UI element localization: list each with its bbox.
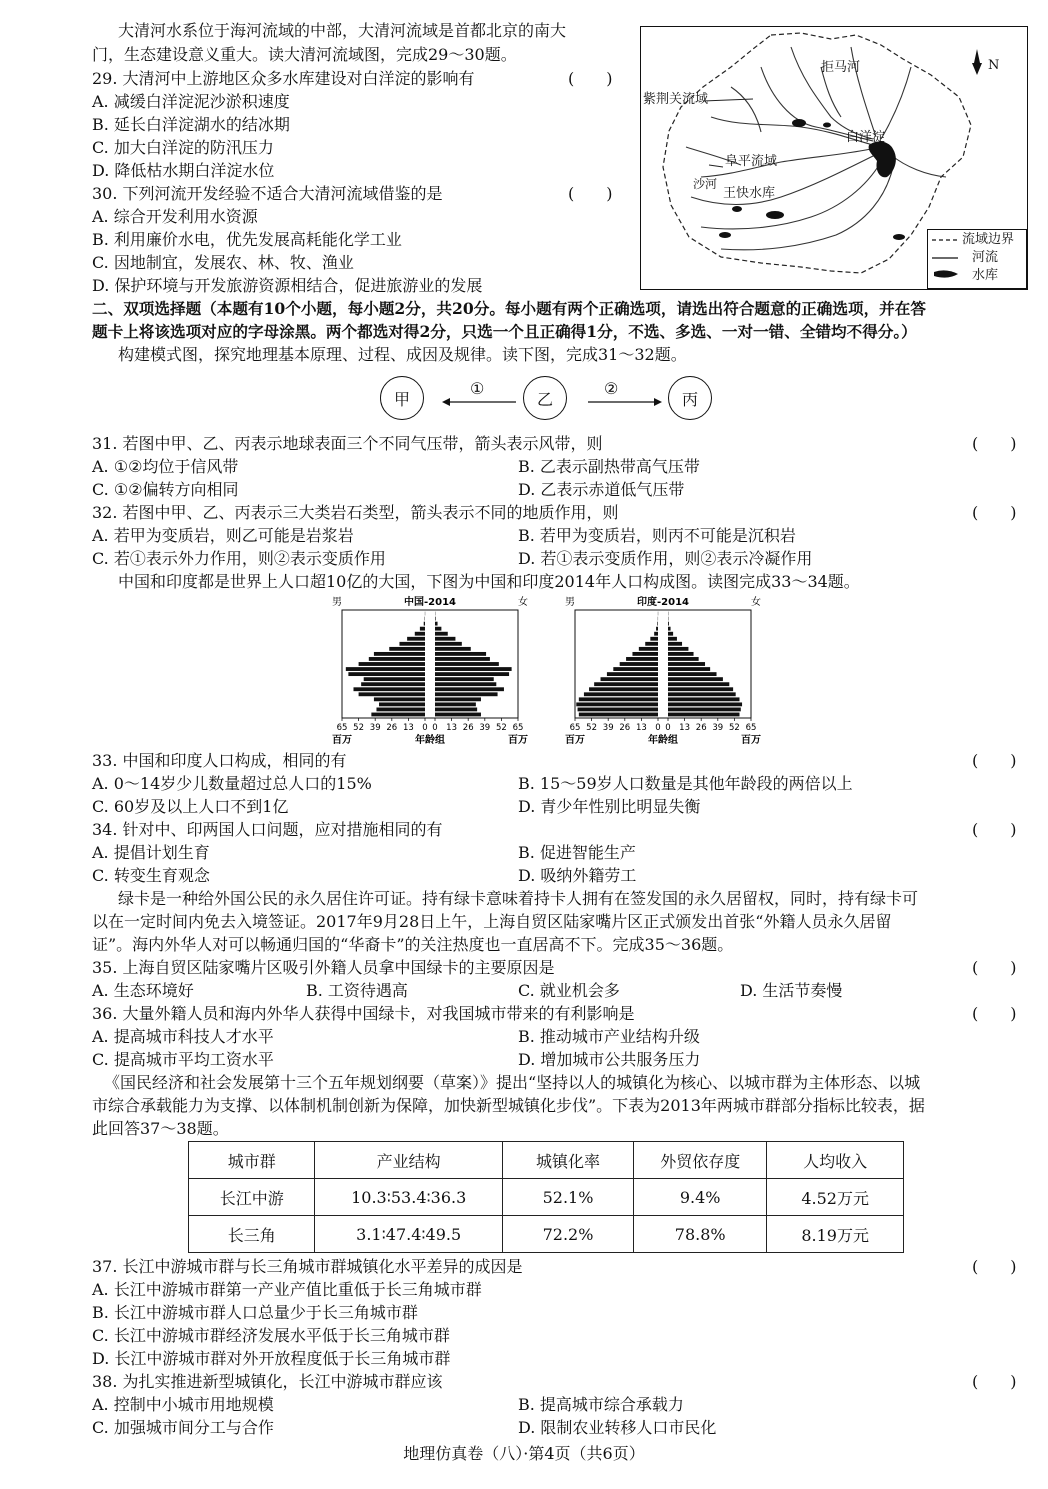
bar-male bbox=[361, 682, 425, 686]
option[interactable]: C. 若①表示外力作用，则②表示变质作用 bbox=[92, 549, 386, 568]
pyramid-china bbox=[330, 594, 530, 746]
bar-female bbox=[435, 713, 481, 717]
intro-line: 大清河水系位于海河流域的中部，大清河流域是首都北京的南大 bbox=[118, 21, 567, 40]
question-stem: 31. 若图中甲、乙、丙表示地球表面三个不同气压带，箭头表示风带，则 bbox=[92, 434, 603, 453]
option[interactable]: C. 转变生育观念 bbox=[92, 866, 210, 885]
female-label: 女 bbox=[751, 597, 761, 608]
bar-male bbox=[657, 622, 658, 626]
bar-female bbox=[435, 627, 441, 631]
bar-male bbox=[579, 697, 658, 701]
option[interactable]: A. 减缓白洋淀泥沙淤积速度 bbox=[92, 92, 290, 111]
map-label-fuping: 阜平流域 bbox=[725, 154, 778, 169]
option[interactable]: B. 长江中游城市群人口总量少于长三角城市群 bbox=[92, 1303, 418, 1322]
bar-female bbox=[435, 632, 448, 636]
table-cell: 10.3∶53.4∶36.3 bbox=[315, 1179, 502, 1216]
intro-line: 《国民经济和社会发展第十三个五年规划纲要（草案）》提出“坚持以人的城镇化为核心、以城市群为主体形态、以城 bbox=[104, 1073, 921, 1092]
option[interactable]: A. 提倡计划生育 bbox=[92, 843, 210, 862]
bar-male bbox=[579, 713, 658, 717]
map-label-shahe: 沙河 bbox=[693, 177, 718, 191]
page-footer: 地理仿真卷（八）·第4页（共6页） bbox=[403, 1444, 645, 1463]
table-header: 城市群 bbox=[189, 1142, 315, 1179]
option[interactable]: B. 推动城市产业结构升级 bbox=[518, 1027, 700, 1046]
option[interactable]: A. 综合开发利用水资源 bbox=[92, 207, 258, 226]
table-cell: 78.8% bbox=[634, 1216, 767, 1253]
bar-female bbox=[668, 627, 671, 631]
section-heading: 二、双项选择题（本题有10个小题，每小题2分，共20分。每小题有两个正确选项，请选出符合题意的正确选项，并在答 bbox=[92, 299, 926, 318]
tick-label: 13 bbox=[402, 723, 414, 733]
map-label-baiyang: 白洋淀 bbox=[846, 130, 886, 145]
table-cell: 8.19万元 bbox=[767, 1216, 904, 1253]
bar-female bbox=[668, 708, 741, 712]
option[interactable]: B. 延长白洋淀湖水的结冰期 bbox=[92, 115, 290, 134]
bar-male bbox=[407, 637, 425, 641]
option[interactable]: D. 增加城市公共服务压力 bbox=[518, 1050, 701, 1069]
option[interactable]: D. 降低枯水期白洋淀水位 bbox=[92, 161, 275, 180]
bar-female bbox=[435, 682, 496, 686]
pyramid-frame bbox=[575, 610, 751, 718]
bar-female bbox=[668, 702, 742, 706]
tick-label: 13 bbox=[679, 723, 691, 733]
tick-label: 52 bbox=[586, 723, 598, 733]
question-stem: 29. 大清河中上游地区众多水库建设对白洋淀的影响有 bbox=[92, 69, 475, 88]
bar-female bbox=[435, 677, 494, 681]
bar-male bbox=[613, 667, 658, 671]
answer-paren[interactable]: ( ) bbox=[972, 434, 1017, 453]
table-header: 产业结构 bbox=[315, 1142, 502, 1179]
bar-female bbox=[668, 672, 717, 676]
tick-label: 13 bbox=[635, 723, 647, 733]
table-cell: 3.1∶47.4∶49.5 bbox=[315, 1216, 502, 1253]
table-header: 城镇化率 bbox=[502, 1142, 633, 1179]
arrow-label-1: ① bbox=[470, 379, 485, 398]
option[interactable]: C. 长江中游城市群经济发展水平低于长三角城市群 bbox=[92, 1326, 450, 1345]
tick-label: 65 bbox=[745, 723, 757, 733]
bar-female bbox=[668, 622, 669, 626]
tick-label: 65 bbox=[569, 723, 581, 733]
option[interactable]: C. ①②偏转方向相同 bbox=[92, 480, 239, 499]
option[interactable]: A. 若甲为变质岩，则乙可能是岩浆岩 bbox=[92, 526, 354, 545]
option[interactable]: B. 利用廉价水电，优先发展高耗能化学工业 bbox=[92, 230, 402, 249]
answer-paren[interactable]: ( ) bbox=[972, 1004, 1017, 1023]
option[interactable]: D. 乙表示赤道低气压带 bbox=[518, 480, 685, 499]
tick-label: 0 bbox=[665, 723, 671, 733]
bar-female bbox=[668, 652, 694, 656]
bar-male bbox=[656, 627, 658, 631]
bar-male bbox=[371, 713, 425, 717]
unit-right: 百万 bbox=[741, 735, 761, 746]
tick-label: 52 bbox=[353, 723, 365, 733]
bar-male bbox=[639, 647, 658, 651]
bar-female bbox=[435, 702, 476, 706]
tick-label: 39 bbox=[479, 723, 491, 733]
question-stem: 33. 中国和印度人口构成，相同的有 bbox=[92, 751, 347, 770]
intro-line: 中国和印度都是世界上人口超10亿的大国，下图为中国和印度2014年人口构成图。读图完成33～34题。 bbox=[118, 572, 860, 591]
option[interactable]: A. 0～14岁少儿数量超过总人口的15% bbox=[92, 774, 372, 793]
bar-female bbox=[668, 713, 740, 717]
arrow-label-2: ② bbox=[604, 379, 619, 398]
pyramid-title: 中国-2014 bbox=[404, 597, 456, 608]
bar-male bbox=[645, 642, 658, 646]
option[interactable]: C. 提高城市平均工资水平 bbox=[92, 1050, 274, 1069]
option[interactable]: C. 加大白洋淀的防汛压力 bbox=[92, 138, 274, 157]
tick-label: 52 bbox=[728, 723, 740, 733]
bar-female bbox=[668, 697, 740, 701]
x-axis-label: 年龄组 bbox=[415, 735, 445, 746]
option[interactable]: A. 生态环境好 bbox=[92, 981, 194, 1000]
option[interactable]: B. 工资待遇高 bbox=[306, 981, 408, 1000]
male-label: 男 bbox=[565, 597, 575, 608]
arrow-left-icon bbox=[442, 398, 450, 406]
node-jia bbox=[380, 376, 424, 420]
tick-label: 26 bbox=[462, 723, 474, 733]
bar-female bbox=[435, 708, 477, 712]
bar-female bbox=[435, 687, 504, 691]
bar-male bbox=[594, 682, 658, 686]
tick-label: 0 bbox=[655, 723, 661, 733]
option[interactable]: B. 提高城市综合承载力 bbox=[518, 1395, 684, 1414]
legend-river: 河流 bbox=[972, 250, 999, 265]
answer-paren[interactable]: ( ) bbox=[972, 503, 1017, 522]
bar-female bbox=[435, 692, 498, 696]
intro-line: 构建模式图，探究地理基本原理、过程、成因及规律。读下图，完成31～32题。 bbox=[118, 345, 687, 364]
option[interactable]: D. 限制农业转移人口市民化 bbox=[518, 1418, 717, 1437]
bar-female bbox=[435, 667, 512, 671]
question-stem: 38. 为扎实推进新型城镇化，长江中游城市群应该 bbox=[92, 1372, 443, 1391]
intro-line: 以在一定时间内免去入境签证。2017年9月28日上午，上海自贸区陆家嘴片区正式颁发出首张“外籍人员永久居留 bbox=[92, 912, 892, 931]
bar-female bbox=[668, 657, 699, 661]
tick-label: 39 bbox=[602, 723, 614, 733]
bar-male bbox=[374, 652, 425, 656]
option[interactable]: D. 吸纳外籍劳工 bbox=[518, 866, 637, 885]
option[interactable]: B. 若甲为变质岩，则丙不可能是沉积岩 bbox=[518, 526, 796, 545]
bar-female bbox=[668, 632, 673, 636]
map-label-juma: 拒马河 bbox=[821, 60, 861, 75]
answer-paren[interactable]: ( ) bbox=[972, 1372, 1017, 1391]
female-label: 女 bbox=[518, 597, 528, 608]
bar-female bbox=[435, 697, 481, 701]
north-label: N bbox=[988, 58, 1000, 73]
bar-male bbox=[620, 662, 658, 666]
tick-label: 26 bbox=[695, 723, 707, 733]
answer-paren[interactable]: ( ) bbox=[972, 820, 1017, 839]
bar-female bbox=[668, 647, 688, 651]
tick-label: 0 bbox=[432, 723, 438, 733]
answer-paren[interactable]: ( ) bbox=[568, 184, 613, 203]
answer-paren[interactable]: ( ) bbox=[972, 1257, 1017, 1276]
bar-female bbox=[668, 682, 729, 686]
tick-label: 26 bbox=[386, 723, 398, 733]
bar-male bbox=[389, 647, 425, 651]
option[interactable]: B. 促进智能生产 bbox=[518, 843, 636, 862]
x-axis-label: 年龄组 bbox=[648, 735, 678, 746]
bar-female bbox=[435, 622, 438, 626]
option[interactable]: C. 加强城市间分工与合作 bbox=[92, 1418, 274, 1437]
table-header-row bbox=[189, 1142, 904, 1179]
intro-line: 门，生态建设意义重大。读大清河流域图，完成29～30题。 bbox=[92, 45, 517, 64]
bar-male bbox=[607, 672, 658, 676]
unit-right: 百万 bbox=[508, 735, 528, 746]
option[interactable]: A. 提高城市科技人才水平 bbox=[92, 1027, 274, 1046]
tick-label: 0 bbox=[422, 723, 428, 733]
tick-label: 65 bbox=[336, 723, 348, 733]
answer-paren[interactable]: ( ) bbox=[568, 69, 613, 88]
bar-female bbox=[435, 662, 499, 666]
bar-male bbox=[359, 662, 425, 666]
bar-male bbox=[654, 632, 658, 636]
intro-line: 绿卡是一种给外国公民的永久居住许可证。持有绿卡意味着持卡人拥有在签发国的永久居留权，同时，持有绿卡可 bbox=[118, 889, 919, 908]
table-cell: 长三角 bbox=[189, 1216, 315, 1253]
table-cell: 72.2% bbox=[502, 1216, 633, 1253]
north-arrow-icon bbox=[972, 49, 982, 75]
bar-female bbox=[435, 672, 509, 676]
bar-male bbox=[576, 702, 658, 706]
bar-male bbox=[589, 687, 658, 691]
question-stem: 37. 长江中游城市群与长三角城市群城镇化水平差异的成因是 bbox=[92, 1257, 523, 1276]
table-cell: 9.4% bbox=[634, 1179, 767, 1216]
table-cell: 长江中游 bbox=[189, 1179, 315, 1216]
bar-male bbox=[584, 692, 658, 696]
question-stem: 35. 上海自贸区陆家嘴片区吸引外籍人员拿中国绿卡的主要原因是 bbox=[92, 958, 555, 977]
bar-male bbox=[601, 677, 658, 681]
pyramid-india bbox=[563, 594, 763, 746]
bar-female bbox=[435, 657, 490, 661]
table-header: 外贸依存度 bbox=[634, 1142, 767, 1179]
question-stem: 32. 若图中甲、乙、丙表示三大类岩石类型，箭头表示不同的地质作用，则 bbox=[92, 503, 619, 522]
tick-label: 13 bbox=[446, 723, 458, 733]
bar-male bbox=[364, 677, 425, 681]
bar-male bbox=[359, 692, 425, 696]
answer-paren[interactable]: ( ) bbox=[972, 958, 1017, 977]
option[interactable]: A. ①②均位于信风带 bbox=[92, 457, 239, 476]
unit-left: 百万 bbox=[332, 735, 352, 746]
bar-male bbox=[626, 657, 658, 661]
question-stem: 30. 下列河流开发经验不适合大清河流域借鉴的是 bbox=[92, 184, 443, 203]
node-label: 甲 bbox=[393, 389, 410, 409]
bar-male bbox=[578, 708, 658, 712]
table-cell: 52.1% bbox=[502, 1179, 633, 1216]
bar-male bbox=[348, 672, 425, 676]
map-legend bbox=[927, 229, 1027, 289]
option[interactable]: B. 乙表示副热带高气压带 bbox=[518, 457, 700, 476]
table-row bbox=[189, 1216, 904, 1253]
legend-reservoir: 水库 bbox=[972, 268, 999, 283]
bar-female bbox=[668, 687, 733, 691]
indicator-table bbox=[188, 1141, 904, 1253]
table-cell: 4.52万元 bbox=[767, 1179, 904, 1216]
answer-paren[interactable]: ( ) bbox=[972, 751, 1017, 770]
daqinghe-basin-map bbox=[640, 26, 1028, 290]
bar-female bbox=[668, 642, 682, 646]
option[interactable]: A. 控制中小城市用地规模 bbox=[92, 1395, 274, 1414]
bar-male bbox=[374, 697, 425, 701]
intro-line: 证”。海内外华人对可以畅通归国的“华裔卡”的关注热度也一直居高不下。完成35～36题。 bbox=[92, 935, 734, 954]
legend-reservoir-icon bbox=[934, 270, 958, 277]
option[interactable]: C. 60岁及以上人口不到1亿 bbox=[92, 797, 289, 816]
bar-male bbox=[346, 667, 425, 671]
tick-label: 39 bbox=[369, 723, 381, 733]
table-row bbox=[189, 1179, 904, 1216]
bar-male bbox=[420, 627, 425, 631]
bar-female bbox=[668, 692, 736, 696]
bar-female bbox=[435, 647, 471, 651]
bar-male bbox=[369, 657, 425, 661]
option[interactable]: B. 15～59岁人口数量是其他年龄段的两倍以上 bbox=[518, 774, 853, 793]
section-heading: 题卡上将该选项对应的字母涂黑。两个都选对得2分，只选一个且正确得1分，不选、多选、一对一错、全错均不得分。） bbox=[92, 322, 917, 341]
bar-female bbox=[668, 667, 710, 671]
tick-label: 52 bbox=[495, 723, 507, 733]
table-header: 人均收入 bbox=[767, 1142, 904, 1179]
male-label: 男 bbox=[332, 597, 342, 608]
option[interactable]: D. 长江中游城市群对外开放程度低于长三角城市群 bbox=[92, 1349, 451, 1368]
bar-female bbox=[435, 652, 486, 656]
tick-label: 26 bbox=[619, 723, 631, 733]
bar-female bbox=[668, 662, 705, 666]
bar-female bbox=[435, 642, 462, 646]
option[interactable]: C. 就业机会多 bbox=[518, 981, 620, 1000]
pyramid-title: 印度-2014 bbox=[637, 597, 689, 608]
bar-male bbox=[353, 687, 425, 691]
option[interactable]: D. 青少年性别比明显失衡 bbox=[518, 797, 701, 816]
option[interactable]: D. 生活节奏慢 bbox=[740, 981, 843, 1000]
tick-label: 65 bbox=[512, 723, 524, 733]
bar-female bbox=[435, 637, 455, 641]
option[interactable]: A. 长江中游城市群第一产业产值比重低于长三角城市群 bbox=[92, 1280, 482, 1299]
node-bing bbox=[668, 376, 712, 420]
legend-boundary: 流域边界 bbox=[962, 232, 1015, 247]
intro-line: 市综合承载能力为支撑、以体制机制创新为保障，加快新型城镇化步伐”。下表为2013年两城市群部分指标比较表，据 bbox=[92, 1096, 925, 1115]
bar-male bbox=[650, 637, 658, 641]
bar-female bbox=[435, 617, 436, 621]
map-label-wangkuai: 王快水库 bbox=[723, 186, 776, 201]
bar-female bbox=[668, 677, 723, 681]
map-label-zijing: 紫荆关流域 bbox=[643, 92, 709, 107]
question-stem: 34. 针对中、印两国人口问题，应对措施相同的有 bbox=[92, 820, 443, 839]
node-label: 丙 bbox=[681, 389, 698, 409]
option[interactable]: D. 保护环境与开发旅游资源相结合，促进旅游业的发展 bbox=[92, 276, 483, 295]
bar-male bbox=[379, 702, 425, 706]
bar-male bbox=[399, 642, 425, 646]
bar-male bbox=[415, 632, 425, 636]
unit-left: 百万 bbox=[565, 735, 585, 746]
arrow-right-icon bbox=[654, 398, 662, 406]
bar-male bbox=[376, 708, 425, 712]
option[interactable]: D. 若①表示变质作用，则②表示冷凝作用 bbox=[518, 549, 813, 568]
intro-line: 此回答37～38题。 bbox=[92, 1119, 229, 1138]
bar-male bbox=[632, 652, 658, 656]
tick-label: 39 bbox=[712, 723, 724, 733]
bar-male bbox=[424, 622, 425, 626]
bar-female bbox=[668, 637, 677, 641]
node-label: 乙 bbox=[536, 389, 553, 409]
question-stem: 36. 大量外籍人员和海内外华人获得中国绿卡，对我国城市带来的有利影响是 bbox=[92, 1004, 635, 1023]
option[interactable]: C. 因地制宜，发展农、林、牧、渔业 bbox=[92, 253, 354, 272]
